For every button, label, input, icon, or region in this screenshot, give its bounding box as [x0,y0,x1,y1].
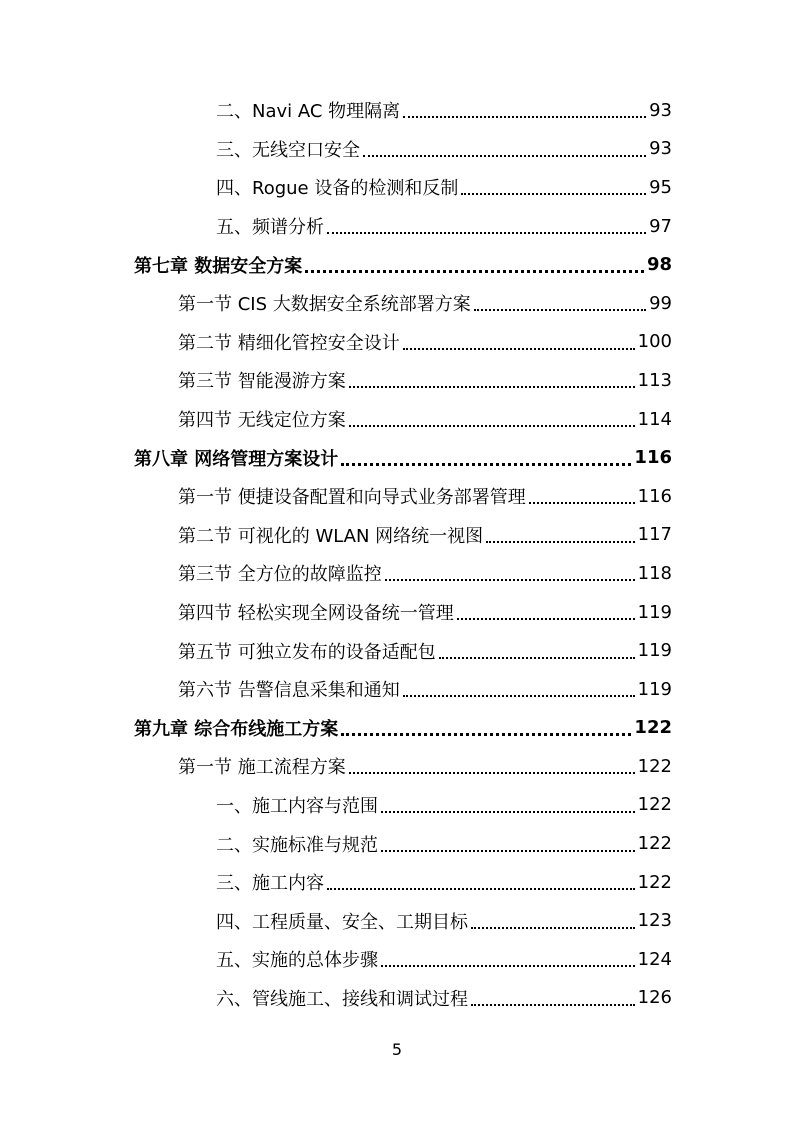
toc-entry-page: 123 [637,910,672,932]
toc-entry-title: 第一节 施工流程方案 [178,757,346,779]
toc-entry[interactable] [134,438,672,477]
toc-entry[interactable] [178,400,672,439]
toc-entry-page: 100 [637,331,672,353]
toc-leader-dots [471,1003,635,1006]
toc-leader-dots [341,462,631,466]
toc-leader-dots [327,231,646,234]
toc-entry[interactable] [216,901,672,940]
toc-entry[interactable] [216,979,672,1018]
toc-leader-dots [381,849,635,852]
toc-entry-page: 93 [649,138,672,160]
toc-entry[interactable] [178,516,672,555]
toc-entry[interactable] [216,207,672,246]
toc-entry-title: 第五节 可独立发布的设备适配包 [178,641,436,663]
toc-entry-title: 第三节 全方位的故障监控 [178,564,382,586]
toc-entry[interactable] [216,786,672,825]
toc-entry-page: 116 [637,485,672,507]
toc-entry[interactable] [134,245,672,284]
toc-entry-title: 二、Navi AC 物理隔离 [216,101,401,123]
toc-entry-title: 第一节 便捷设备配置和向导式业务部署管理 [178,487,526,509]
toc-entry-title: 第三节 智能漫游方案 [178,371,346,393]
toc-entry[interactable] [216,940,672,979]
toc-leader-dots [403,115,646,118]
toc-entry[interactable] [178,323,672,362]
toc-entry[interactable] [178,554,672,593]
toc-entry[interactable] [178,593,672,632]
toc-entry[interactable] [216,824,672,863]
toc-leader-dots [529,501,635,504]
table-of-contents [0,91,794,1017]
toc-entry-page: 119 [637,640,672,662]
toc-entry-page: 122 [637,833,672,855]
toc-entry-page: 118 [637,562,672,584]
toc-entry[interactable] [134,709,672,748]
toc-leader-dots [363,154,646,157]
toc-entry-title: 第四节 轻松实现全网设备统一管理 [178,603,454,625]
toc-entry-title: 第六节 告警信息采集和通知 [178,680,400,702]
toc-leader-dots [474,308,646,311]
toc-entry-page: 119 [637,601,672,623]
toc-entry-page: 117 [637,524,672,546]
toc-entry-page: 122 [637,755,672,777]
toc-leader-dots [403,694,635,697]
toc-entry[interactable] [178,747,672,786]
toc-entry-page: 99 [649,292,672,314]
toc-entry-title: 五、实施的总体步骤 [216,950,378,972]
toc-leader-dots [349,385,635,388]
toc-leader-dots [327,887,635,890]
toc-leader-dots [381,810,635,813]
toc-entry-title: 第四节 无线定位方案 [178,410,346,432]
toc-entry-page: 95 [649,176,672,198]
toc-leader-dots [381,964,635,967]
page-number: 5 [391,1040,403,1059]
toc-leader-dots [461,192,646,195]
toc-entry[interactable] [178,477,672,516]
toc-entry-title: 第二节 精细化管控安全设计 [178,332,400,354]
toc-entry[interactable] [216,91,672,130]
toc-entry-page: 119 [637,678,672,700]
toc-entry[interactable] [216,863,672,902]
toc-entry-title: 六、管线施工、接线和调试过程 [216,988,468,1010]
toc-entry-title: 五、频谱分析 [216,217,324,239]
toc-entry-title: 第八章 网络管理方案设计 [134,448,339,470]
toc-entry-page: 124 [637,948,672,970]
toc-leader-dots [486,540,634,543]
toc-entry-title: 三、无线空口安全 [216,139,360,161]
toc-entry-page: 122 [637,871,672,893]
toc-leader-dots [341,732,631,736]
toc-entry-title: 第二节 可视化的 WLAN 网络统一视图 [178,525,484,547]
toc-entry-page: 122 [637,794,672,816]
toc-entry[interactable] [216,130,672,169]
toc-entry-page: 126 [637,987,672,1009]
toc-entry-title: 第七章 数据安全方案 [134,255,303,277]
toc-leader-dots [471,926,635,929]
toc-leader-dots [349,771,635,774]
toc-entry[interactable] [178,631,672,670]
toc-entry-title: 第一节 CIS 大数据安全系统部署方案 [178,294,471,316]
toc-entry[interactable] [216,168,672,207]
toc-entry-title: 三、施工内容 [216,873,324,895]
toc-entry-page: 97 [649,215,672,237]
toc-entry-page: 93 [649,99,672,121]
toc-entry[interactable] [178,284,672,323]
toc-entry[interactable] [178,361,672,400]
toc-entry[interactable] [178,670,672,709]
toc-entry-title: 二、实施标准与规范 [216,834,378,856]
toc-entry-page: 116 [634,447,672,469]
toc-leader-dots [385,578,635,581]
toc-entry-page: 113 [637,369,672,391]
toc-leader-dots [457,617,635,620]
toc-leader-dots [439,656,635,659]
toc-leader-dots [403,347,635,350]
toc-leader-dots [305,269,644,273]
toc-leader-dots [349,424,635,427]
toc-entry-title: 四、Rogue 设备的检测和反制 [216,178,459,200]
toc-entry-page: 98 [646,254,672,276]
toc-entry-title: 第九章 综合布线施工方案 [134,718,339,740]
toc-entry-title: 一、施工内容与范围 [216,795,378,817]
toc-entry-page: 122 [634,717,672,739]
toc-entry-page: 114 [637,408,672,430]
toc-entry-title: 四、工程质量、安全、工期目标 [216,911,468,933]
